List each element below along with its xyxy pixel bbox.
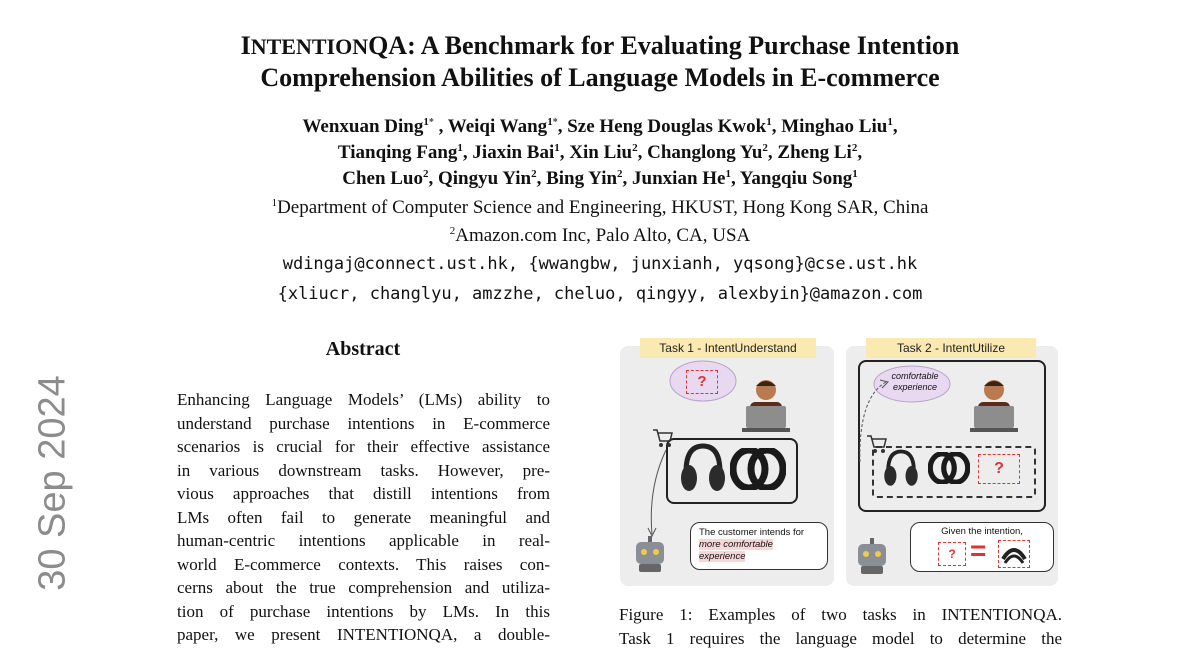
email-line-2: {xliucr, changlyu, amzzhe, cheluo, qingyy, alexbyin}@amazon.com (0, 279, 1200, 309)
robot-icon (852, 536, 892, 576)
author-name: Tianqing Fang (338, 142, 458, 163)
equal-contribution-mark: * (553, 117, 558, 128)
author-name: Chen Luo (342, 168, 423, 189)
affiliation-1: $^1$Department of Computer Science and Engineering, HKUST, Hong Kong SAR, China (0, 194, 1200, 222)
abstract-line: tion of purchase intentions by LMs. In this (177, 600, 550, 624)
abstract-heading: Abstract (175, 338, 551, 361)
flow-arrow-2 (852, 378, 892, 468)
affiliations (0, 194, 1200, 250)
abstract-line: cerns about the true comprehension and utiliza- (177, 576, 550, 600)
abstract-line: Enhancing Language Models’ (LMs) ability to (177, 388, 550, 412)
unknown-intent-box: ? (686, 370, 718, 394)
author-name: , Changlong Yu (638, 142, 763, 163)
robot-icon (630, 534, 670, 574)
author-name: , Sze Heng Douglas Kwok (558, 116, 767, 137)
email-list (0, 249, 1200, 309)
arxiv-date: 30 Sep 2024 (32, 375, 75, 591)
author-name: , Zheng Li (768, 142, 852, 163)
author-affiliation-mark: 1 (554, 142, 560, 154)
author-affiliation-mark: 1 (852, 168, 858, 180)
author-affiliation-mark: 1 (547, 116, 553, 128)
intent-thought-text: comfortable experience (890, 371, 940, 393)
task2-label: Task 2 - IntentUtilize (866, 338, 1036, 358)
abstract-line: LMs often fail to generate meaningful and (177, 506, 550, 530)
equals-sign: = (970, 536, 986, 566)
author-affiliation-mark: 2 (632, 142, 638, 154)
abstract-line: understand purchase intentions in E-commerce (177, 412, 550, 436)
unknown-product-box: ? (978, 454, 1020, 484)
author-name: , Bing Yin (537, 168, 617, 189)
author-name: , (893, 116, 898, 137)
author-affiliation-mark: 1 (766, 116, 772, 128)
llm-response-bubble-2: Given the intention, (910, 522, 1054, 572)
headphones-icon (678, 442, 728, 496)
author-line-2 (0, 140, 1200, 166)
affiliation-2: $^2$Amazon.com Inc, Palo Alto, CA, USA (0, 222, 1200, 250)
flow-arrow-1 (644, 448, 674, 538)
ear-cushion-icon (928, 452, 970, 484)
author-affiliation-mark: 1 (457, 142, 463, 154)
customer-laptop-icon (738, 376, 794, 432)
author-affiliation-mark: 1 (423, 116, 429, 128)
author-line-3 (0, 166, 1200, 192)
customer-laptop-icon (966, 376, 1022, 432)
ear-cushion-icon (730, 448, 786, 490)
author-name: , Minghao Liu (772, 116, 888, 137)
author-name: , Yangqiu Song (731, 168, 852, 189)
answer-unknown-box: ? (938, 542, 966, 566)
abstract-line: in various downstream tasks. However, pre- (177, 459, 550, 483)
author-name: , Junxian He (623, 168, 726, 189)
arxiv-stamp (8, 318, 98, 648)
abstract-line: vious approaches that distill intentions from (177, 482, 550, 506)
abstract-body (177, 388, 550, 647)
abstract-line: scenarios is crucial for their effective assistance (177, 435, 550, 459)
author-name: , Weiqi Wang (434, 116, 547, 137)
author-name: Wenxuan Ding (302, 116, 423, 137)
abstract-line: world E-commerce contexts. This raises con- (177, 553, 550, 577)
equal-contribution-mark: * (429, 117, 434, 128)
author-affiliation-mark: 2 (617, 168, 623, 180)
author-list (0, 110, 1200, 192)
llm-response-bubble-1: The customer intends for more comfortable experience (690, 522, 828, 570)
ear-cushion-icon (1000, 541, 1028, 565)
abstract-line: human-centric intentions applicable in real- (177, 529, 550, 553)
cart-icon (652, 428, 674, 448)
caption-line: Figure 1: Examples of two tasks in INTENTIONQA. (619, 603, 1062, 627)
figure-1 (620, 338, 1060, 588)
task1-label: Task 1 - IntentUnderstand (640, 338, 816, 358)
email-line-1: wdingaj@connect.ust.hk, {wwangbw, junxianh, yqsong}@cse.ust.hk (0, 249, 1200, 279)
author-affiliation-mark: 2 (852, 142, 858, 154)
author-affiliation-mark: 1 (887, 116, 893, 128)
author-name: , Xin Liu (560, 142, 632, 163)
title-line-2: Comprehension Abilities of Language Models in E-commerce (0, 62, 1200, 93)
author-affiliation-mark: 1 (726, 168, 732, 180)
abstract-line: paper, we present INTENTIONQA, a double- (177, 623, 550, 647)
author-line-1 (0, 110, 1200, 140)
author-name: , Qingyu Yin (429, 168, 532, 189)
author-affiliation-mark: 2 (762, 142, 768, 154)
caption-line: Task 1 requires the language model to determine the (619, 627, 1062, 650)
author-name: , Jiaxin Bai (463, 142, 554, 163)
author-name: , (857, 142, 862, 163)
answer-product-box (998, 540, 1030, 568)
author-affiliation-mark: 2 (423, 168, 429, 180)
figure-caption (619, 603, 1062, 650)
author-affiliation-mark: 2 (531, 168, 537, 180)
paper-title (0, 30, 1200, 93)
title-line-1: INTENTIONQA: A Benchmark for Evaluating Purchase Intention (0, 30, 1200, 62)
